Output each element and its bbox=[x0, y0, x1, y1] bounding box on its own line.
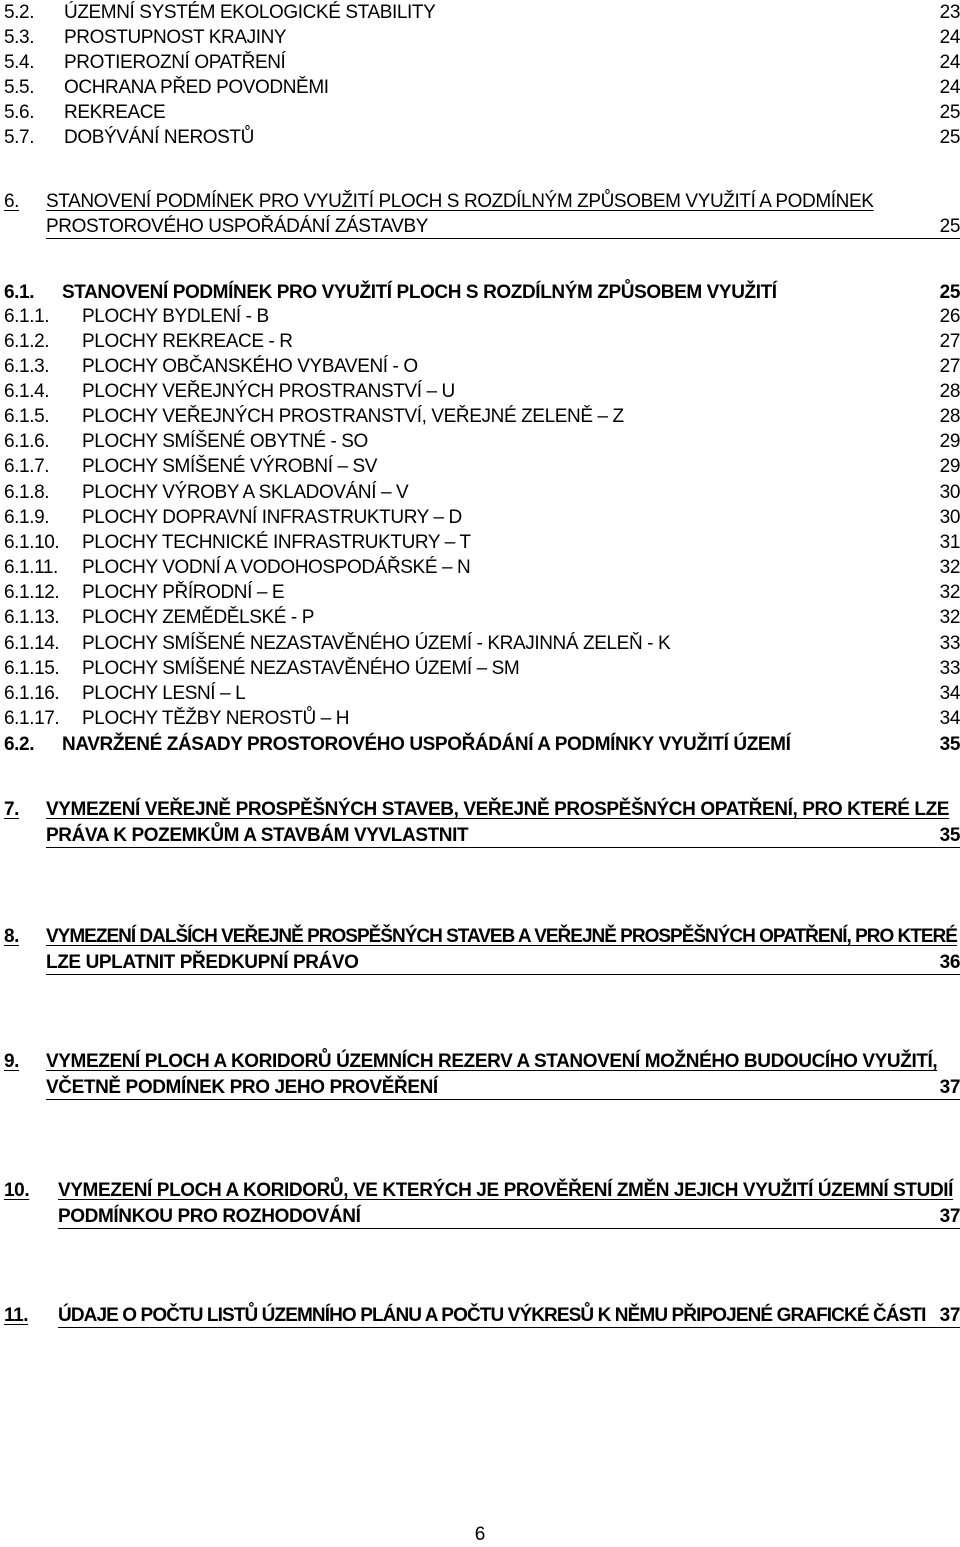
toc-entry[interactable] bbox=[0, 102, 960, 126]
toc-entry-number: 6.1.5. bbox=[4, 406, 50, 427]
toc-entry[interactable] bbox=[0, 2, 960, 26]
toc-entry-page: 33 bbox=[939, 633, 960, 654]
toc-entry-title: PLOCHY REKREACE - R bbox=[82, 331, 293, 352]
toc-chapter-page: 25 bbox=[939, 216, 960, 237]
toc-entry[interactable] bbox=[0, 306, 960, 330]
toc-entry[interactable] bbox=[0, 356, 960, 380]
toc-chapter-page: 37 bbox=[939, 1077, 960, 1098]
toc-entry-page: 27 bbox=[939, 331, 960, 352]
toc-entry-title: PLOCHY SMÍŠENÉ NEZASTAVĚNÉHO ÚZEMÍ - KRAJINNÁ ZELEŇ - K bbox=[82, 633, 671, 654]
toc-chapter-7-cont[interactable] bbox=[0, 825, 960, 849]
toc-entry-number: 5.3. bbox=[4, 27, 35, 48]
toc-entry-title: OCHRANA PŘED POVODNĚMI bbox=[64, 77, 329, 98]
toc-entry-page: 24 bbox=[939, 27, 960, 48]
toc-chapter-title: ÚDAJE O POČTU LISTŮ ÚZEMNÍHO PLÁNU A POČTU VÝKRESŮ K NĚMU PŘIPOJENÉ GRAFICKÉ ČÁSTI bbox=[58, 1305, 926, 1326]
toc-entry-page: 32 bbox=[939, 582, 960, 603]
toc-entry-number: 6.1.7. bbox=[4, 456, 50, 477]
toc-entry-page: 33 bbox=[939, 658, 960, 679]
toc-entry-number: 6.1.1. bbox=[4, 306, 50, 327]
toc-chapter-title-line1: VYMEZENÍ PLOCH A KORIDORŮ ÚZEMNÍCH REZERV A STANOVENÍ MOŽNÉHO BUDOUCÍHO VYUŽITÍ, bbox=[46, 1051, 938, 1072]
toc-chapter-title-line2: VČETNĚ PODMÍNEK PRO JEHO PROVĚŘENÍ bbox=[46, 1077, 438, 1098]
toc-entry-page: 24 bbox=[939, 77, 960, 98]
toc-entry-number: 6.1. bbox=[4, 282, 35, 303]
toc-entry-number: 6.1.15. bbox=[4, 658, 60, 679]
toc-entry-number: 6.1.11. bbox=[4, 557, 58, 578]
toc-entry-title: PLOCHY VODNÍ A VODOHOSPODÁŘSKÉ – N bbox=[82, 557, 471, 578]
toc-entry-title: PLOCHY TĚŽBY NEROSTŮ – H bbox=[82, 708, 350, 729]
toc-entry-page: 27 bbox=[939, 356, 960, 377]
toc-chapter-title-line1: VYMEZENÍ DALŠÍCH VEŘEJNĚ PROSPĚŠNÝCH STAVEB A VEŘEJNĚ PROSPĚŠNÝCH OPATŘENÍ, PRO KTERÉ bbox=[46, 926, 957, 947]
toc-chapter-number: 6. bbox=[4, 191, 20, 212]
toc-entry-number: 6.1.6. bbox=[4, 431, 50, 452]
toc-entry[interactable] bbox=[0, 607, 960, 631]
toc-entry-page: 30 bbox=[939, 507, 960, 528]
toc-chapter-page: 36 bbox=[939, 952, 960, 973]
toc-entry-page: 25 bbox=[939, 102, 960, 123]
toc-chapter-title-line2: PRÁVA K POZEMKŮM A STAVBÁM VYVLASTNIT bbox=[46, 825, 469, 846]
toc-entry-title: PLOCHY VEŘEJNÝCH PROSTRANSTVÍ – U bbox=[82, 381, 455, 402]
toc-chapter-number: 8. bbox=[4, 926, 20, 947]
toc-chapter-7[interactable] bbox=[0, 799, 960, 823]
toc-entry-number: 6.1.13. bbox=[4, 607, 60, 628]
toc-entry-title: PLOCHY LESNÍ – L bbox=[82, 683, 246, 704]
toc-entry-page: 25 bbox=[939, 127, 960, 148]
toc-entry[interactable] bbox=[0, 482, 960, 506]
toc-entry-page: 30 bbox=[939, 482, 960, 503]
toc-chapter-number: 10. bbox=[4, 1180, 30, 1201]
toc-section-6-1[interactable] bbox=[0, 282, 960, 306]
toc-entry-page: 26 bbox=[939, 306, 960, 327]
toc-chapter-title-line1: STANOVENÍ PODMÍNEK PRO VYUŽITÍ PLOCH S ROZDÍLNÝM ZPŮSOBEM VYUŽITÍ A PODMÍNEK bbox=[46, 191, 874, 212]
toc-entry-number: 6.1.9. bbox=[4, 507, 50, 528]
toc-entry-page: 23 bbox=[939, 2, 960, 23]
toc-entry[interactable] bbox=[0, 633, 960, 657]
toc-entry[interactable] bbox=[0, 456, 960, 480]
toc-entry-page: 32 bbox=[939, 607, 960, 628]
toc-entry-title: PROTIEROZNÍ OPATŘENÍ bbox=[64, 52, 286, 73]
toc-entry-number: 6.1.8. bbox=[4, 482, 50, 503]
toc-chapter-9-cont[interactable] bbox=[0, 1077, 960, 1101]
toc-entry-page: 24 bbox=[939, 52, 960, 73]
toc-entry[interactable] bbox=[0, 683, 960, 707]
toc-entry-title: PLOCHY PŘÍRODNÍ – E bbox=[82, 582, 285, 603]
toc-entry-number: 5.4. bbox=[4, 52, 35, 73]
toc-chapter-title-line2: LZE UPLATNIT PŘEDKUPNÍ PRÁVO bbox=[46, 952, 359, 973]
toc-entry-title: STANOVENÍ PODMÍNEK PRO VYUŽITÍ PLOCH S ROZDÍLNÝM ZPŮSOBEM VYUŽITÍ bbox=[62, 282, 777, 303]
toc-entry-number: 6.1.12. bbox=[4, 582, 60, 603]
toc-entry[interactable] bbox=[0, 127, 960, 151]
toc-chapter-9[interactable] bbox=[0, 1051, 960, 1075]
toc-entry-title: PLOCHY TECHNICKÉ INFRASTRUKTURY – T bbox=[82, 532, 471, 553]
toc-entry-title: PLOCHY OBČANSKÉHO VYBAVENÍ - O bbox=[82, 356, 418, 377]
toc-entry-page: 25 bbox=[939, 282, 960, 303]
toc-entry-title: PLOCHY SMÍŠENÉ VÝROBNÍ – SV bbox=[82, 456, 378, 477]
chapter-underline bbox=[58, 1228, 960, 1229]
toc-entry[interactable] bbox=[0, 331, 960, 355]
toc-entry-number: 6.1.3. bbox=[4, 356, 50, 377]
toc-entry[interactable] bbox=[0, 582, 960, 606]
toc-entry[interactable] bbox=[0, 507, 960, 531]
toc-entry-title: PLOCHY SMÍŠENÉ OBYTNÉ - SO bbox=[82, 431, 368, 452]
toc-entry[interactable] bbox=[0, 77, 960, 101]
toc-entry-number: 6.1.10. bbox=[4, 532, 60, 553]
toc-chapter-number: 9. bbox=[4, 1051, 20, 1072]
toc-entry[interactable] bbox=[0, 431, 960, 455]
chapter-underline bbox=[46, 238, 960, 239]
toc-entry-number: 5.7. bbox=[4, 127, 35, 148]
toc-entry[interactable] bbox=[0, 52, 960, 76]
toc-entry[interactable] bbox=[0, 27, 960, 51]
toc-chapter-number: 11. bbox=[4, 1305, 29, 1326]
toc-entry-title: PLOCHY BYDLENÍ - B bbox=[82, 306, 269, 327]
toc-entry-page: 34 bbox=[939, 683, 960, 704]
toc-chapter-number: 7. bbox=[4, 799, 20, 820]
chapter-underline bbox=[46, 974, 960, 975]
toc-chapter-10-cont[interactable] bbox=[0, 1206, 960, 1230]
toc-chapter-title-line1: VYMEZENÍ PLOCH A KORIDORŮ, VE KTERÝCH JE PROVĚŘENÍ ZMĚN JEJICH VYUŽITÍ ÚZEMNÍ STUDIÍ bbox=[58, 1180, 954, 1201]
toc-entry-page: 35 bbox=[939, 734, 960, 755]
toc-chapter-11[interactable] bbox=[0, 1305, 960, 1329]
chapter-underline bbox=[58, 1327, 960, 1328]
toc-entry-title: PLOCHY VÝROBY A SKLADOVÁNÍ – V bbox=[82, 482, 409, 503]
toc-entry-title: ÚZEMNÍ SYSTÉM EKOLOGICKÉ STABILITY bbox=[64, 2, 436, 23]
toc-entry[interactable] bbox=[0, 658, 960, 682]
toc-entry[interactable] bbox=[0, 532, 960, 556]
toc-entry-title: PLOCHY DOPRAVNÍ INFRASTRUKTURY – D bbox=[82, 507, 462, 528]
toc-entry-title: NAVRŽENÉ ZÁSADY PROSTOROVÉHO USPOŘÁDÁNÍ A PODMÍNKY VYUŽITÍ ÚZEMÍ bbox=[62, 734, 791, 755]
toc-entry[interactable] bbox=[0, 406, 960, 430]
toc-entry-number: 5.5. bbox=[4, 77, 35, 98]
toc-chapter-title-line1: VYMEZENÍ VEŘEJNĚ PROSPĚŠNÝCH STAVEB, VEŘEJNĚ PROSPĚŠNÝCH OPATŘENÍ, PRO KTERÉ LZE bbox=[46, 799, 950, 820]
toc-entry-number: 6.1.14. bbox=[4, 633, 60, 654]
toc-entry-number: 6.1.16. bbox=[4, 683, 60, 704]
toc-chapter-8-cont[interactable] bbox=[0, 952, 960, 976]
toc-chapter-page: 35 bbox=[939, 825, 960, 846]
chapter-underline bbox=[46, 1099, 960, 1100]
toc-entry-number: 6.1.2. bbox=[4, 331, 50, 352]
toc-chapter-6[interactable] bbox=[0, 191, 960, 215]
toc-chapter-page: 37 bbox=[939, 1305, 960, 1326]
toc-chapter-page: 37 bbox=[939, 1206, 960, 1227]
toc-chapter-6-cont[interactable] bbox=[0, 216, 960, 240]
toc-section-6-2[interactable] bbox=[0, 734, 960, 758]
toc-entry-number: 6.2. bbox=[4, 734, 35, 755]
toc-entry-page: 28 bbox=[939, 381, 960, 402]
toc-entry-title: PLOCHY SMÍŠENÉ NEZASTAVĚNÉHO ÚZEMÍ – SM bbox=[82, 658, 520, 679]
toc-chapter-8[interactable] bbox=[0, 926, 960, 950]
toc-entry-number: 6.1.17. bbox=[4, 708, 60, 729]
toc-entry-title: PROSTUPNOST KRAJINY bbox=[64, 27, 287, 48]
toc-entry-page: 28 bbox=[939, 406, 960, 427]
toc-chapter-title-line2: PROSTOROVÉHO USPOŘÁDÁNÍ ZÁSTAVBY bbox=[46, 216, 429, 237]
page-number: 6 bbox=[474, 1524, 486, 1545]
toc-entry-page: 32 bbox=[939, 557, 960, 578]
toc-entry-page: 29 bbox=[939, 431, 960, 452]
toc-entry-number: 6.1.4. bbox=[4, 381, 50, 402]
toc-entry-page: 29 bbox=[939, 456, 960, 477]
toc-entry-page: 31 bbox=[939, 532, 960, 553]
toc-entry-title: PLOCHY VEŘEJNÝCH PROSTRANSTVÍ, VEŘEJNÉ ZELENĚ – Z bbox=[82, 406, 624, 427]
toc-entry[interactable] bbox=[0, 708, 960, 732]
chapter-underline bbox=[46, 847, 960, 848]
toc-chapter-title-line2: PODMÍNKOU PRO ROZHODOVÁNÍ bbox=[58, 1206, 361, 1227]
toc-entry-page: 34 bbox=[939, 708, 960, 729]
toc-entry-number: 5.6. bbox=[4, 102, 35, 123]
toc-entry-number: 5.2. bbox=[4, 2, 35, 23]
toc-entry-title: PLOCHY ZEMĚDĚLSKÉ - P bbox=[82, 607, 314, 628]
toc-chapter-10[interactable] bbox=[0, 1180, 960, 1204]
toc-entry-title: REKREACE bbox=[64, 102, 166, 123]
toc-entry[interactable] bbox=[0, 557, 960, 581]
toc-entry-title: DOBÝVÁNÍ NEROSTŮ bbox=[64, 127, 254, 148]
toc-entry[interactable] bbox=[0, 381, 960, 405]
